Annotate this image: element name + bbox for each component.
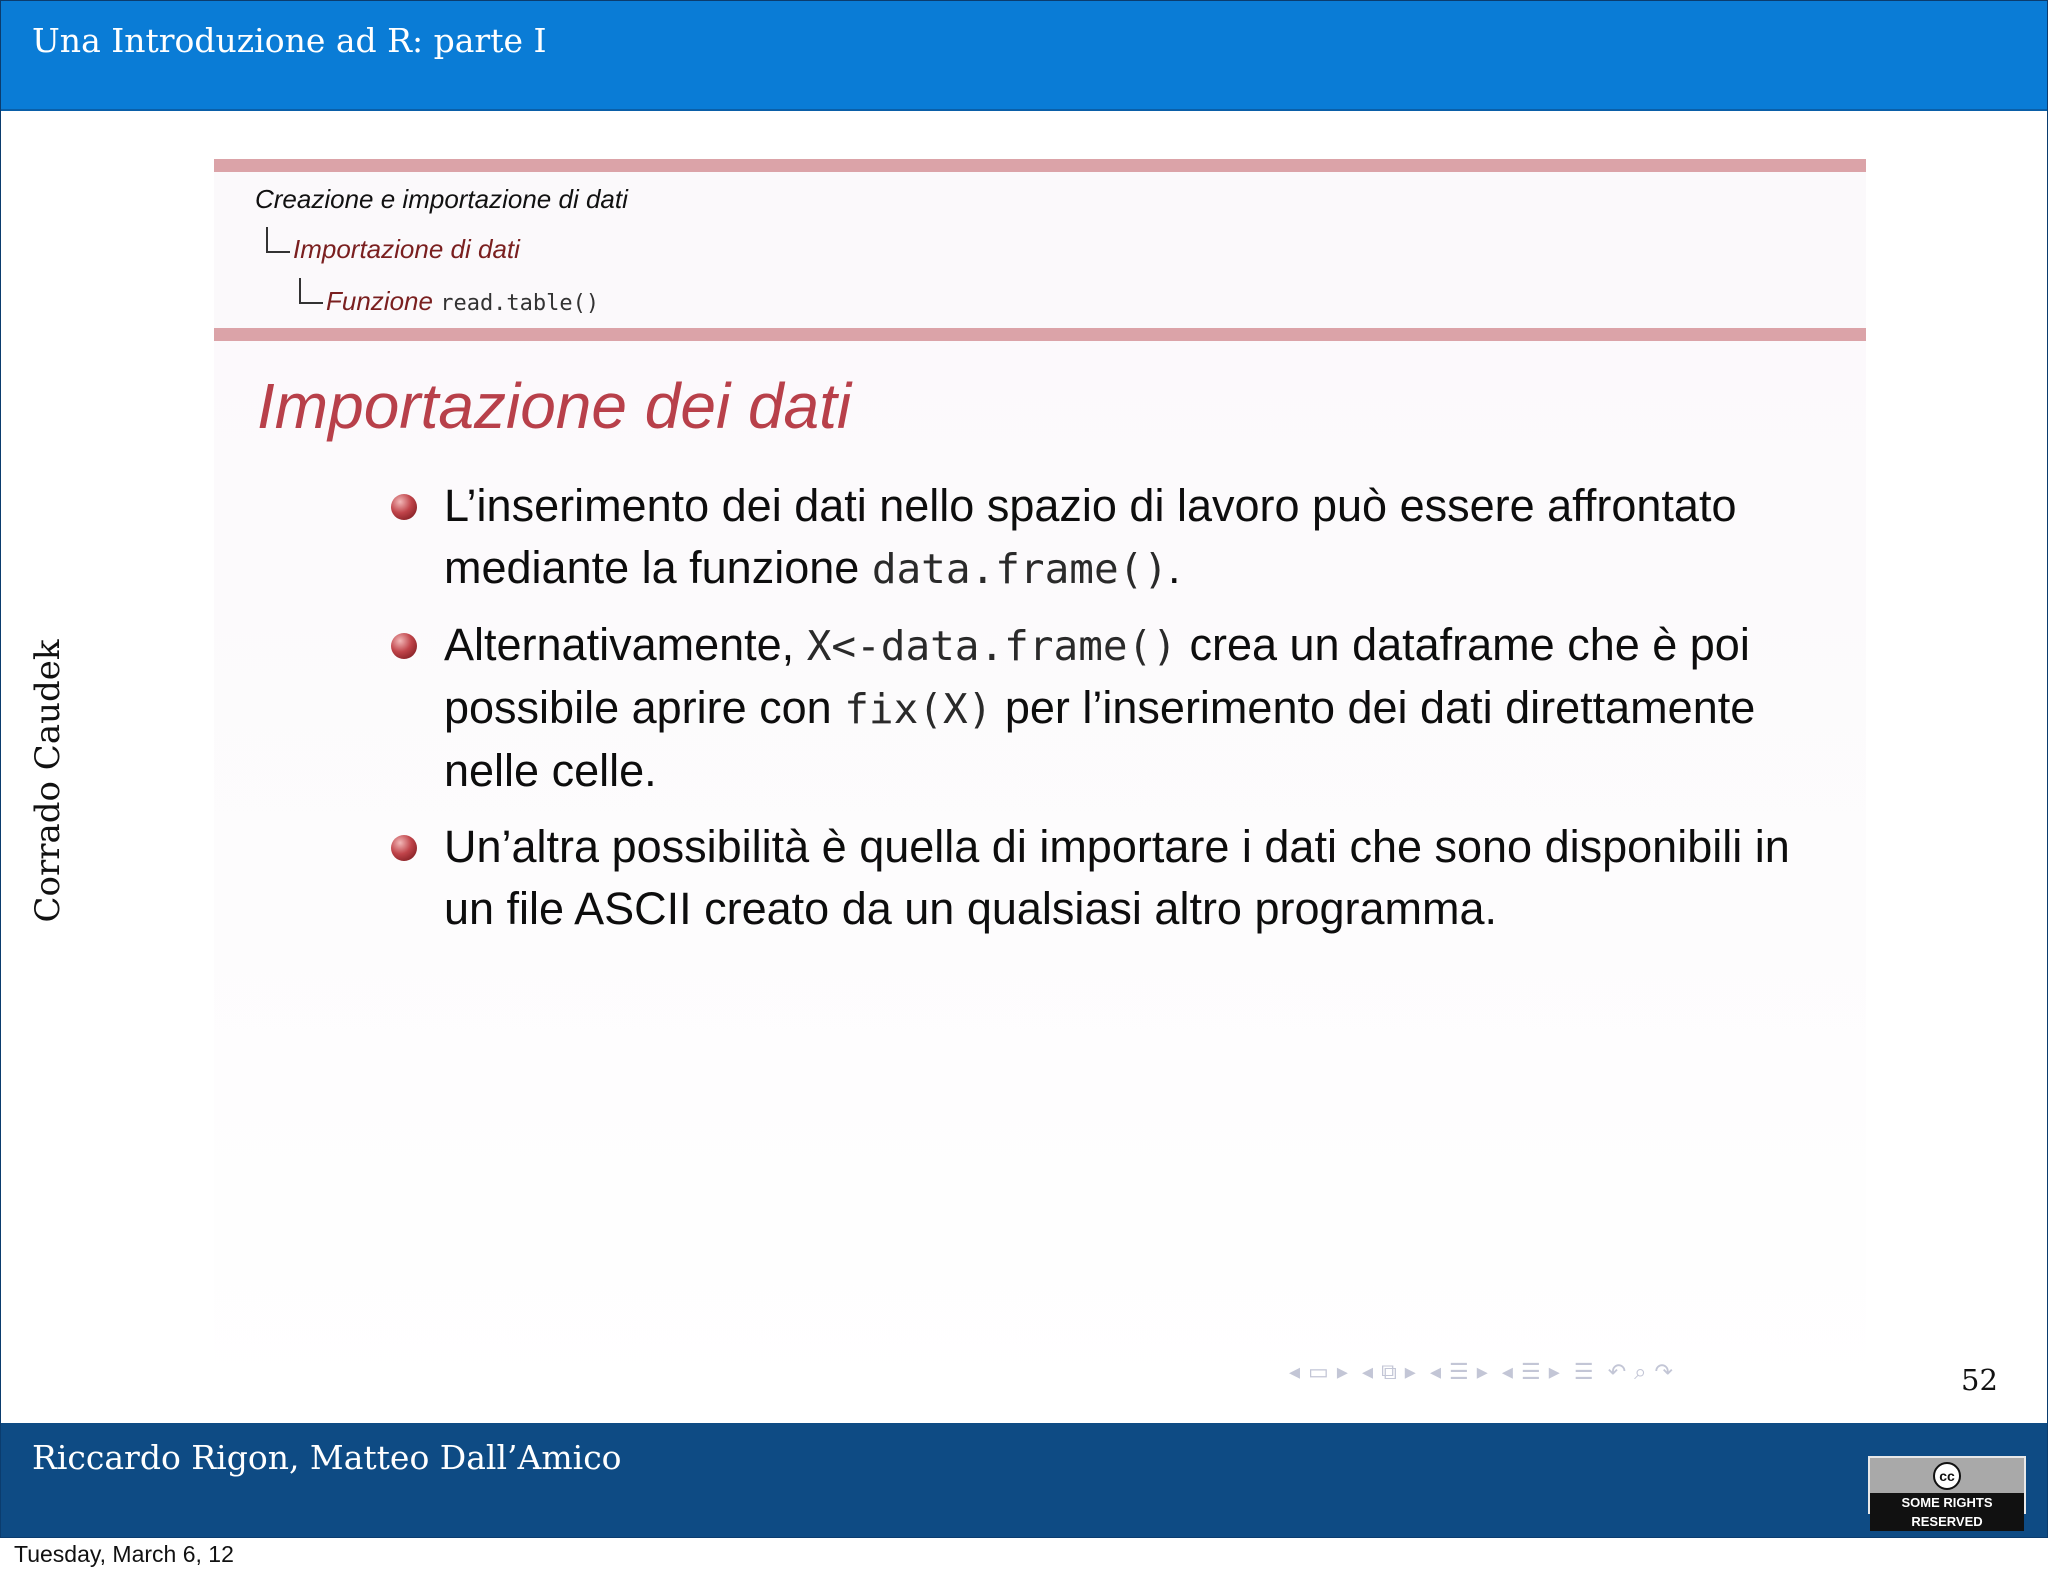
- list-item: [387, 816, 1807, 940]
- breadcrumb-top-rule: [214, 159, 1866, 172]
- list-item: [387, 614, 1807, 802]
- cc-license-badge[interactable]: [1868, 1456, 2026, 1529]
- inline-code: data.frame(): [871, 545, 1169, 593]
- nav-next-section-icon[interactable]: ▸: [1548, 1359, 1560, 1384]
- header-bar: [1, 1, 2047, 111]
- nav-prev-slide-icon[interactable]: ◂: [1289, 1359, 1301, 1384]
- nav-subsection-list-icon[interactable]: ☰: [1449, 1359, 1469, 1384]
- nav-next-slide-icon[interactable]: ▸: [1336, 1359, 1348, 1384]
- bullet-list: [387, 475, 1807, 954]
- nav-toc-icon[interactable]: ☰: [1573, 1359, 1594, 1384]
- inline-code: X<-data.frame(): [806, 622, 1177, 670]
- nav-next-subsection-icon[interactable]: ▸: [1476, 1359, 1488, 1384]
- date-caption: Tuesday, March 6, 12: [14, 1541, 234, 1567]
- bullet-ball-icon: [391, 633, 417, 659]
- presentation-title: Una Introduzione ad R: parte I: [32, 21, 547, 60]
- bullet-text: Un’altra possibilità è quella di importare i dati che sono disponibili in un file ASCII creato da un qualsiasi altro programma.: [444, 821, 1790, 934]
- nav-next-frame-icon[interactable]: ▸: [1404, 1359, 1416, 1384]
- nav-undo-icon[interactable]: ↶: [1607, 1359, 1627, 1384]
- cc-icon: cc: [1933, 1462, 1961, 1490]
- beamer-navigation-bar: [1289, 1359, 1681, 1389]
- breadcrumb-subsubsection-code: read.table(): [440, 291, 600, 316]
- breadcrumb-subsubsection[interactable]: [326, 286, 599, 317]
- nav-slide-box-icon[interactable]: ▭: [1308, 1359, 1329, 1384]
- nav-section-list-icon[interactable]: ☰: [1520, 1359, 1541, 1384]
- breadcrumb-bottom-rule: [214, 328, 1866, 341]
- bullet-ball-icon: [391, 835, 417, 861]
- nav-redo-icon[interactable]: ↷: [1654, 1359, 1673, 1384]
- list-item: [387, 475, 1807, 600]
- nav-prev-frame-icon[interactable]: ◂: [1362, 1359, 1374, 1384]
- bullet-text: L’inserimento dei dati nello spazio di lavoro può essere affrontato mediante la funzione: [444, 480, 1737, 593]
- license-text: SOME RIGHTS RESERVED: [1870, 1493, 2024, 1531]
- footer-authors: Riccardo Rigon, Matteo Dall’Amico: [32, 1438, 622, 1477]
- bullet-text: crea un dataframe che è poi possibile aprire con: [444, 619, 1750, 733]
- nav-prev-subsection-icon[interactable]: ◂: [1429, 1359, 1441, 1384]
- nav-frame-stack-icon[interactable]: ⧉: [1381, 1359, 1397, 1384]
- nav-prev-section-icon[interactable]: ◂: [1501, 1359, 1513, 1384]
- bullet-text: .: [1168, 542, 1181, 593]
- breadcrumb-subsubsection-label: Funzione: [326, 286, 433, 316]
- tree-connector-icon: [266, 227, 290, 253]
- tree-connector-icon: [299, 278, 323, 304]
- footer-bar: [1, 1423, 2047, 1537]
- inline-code: fix(X): [844, 685, 993, 733]
- bullet-text: per l’inserimento dei dati direttamente nelle celle.: [444, 682, 1756, 796]
- breadcrumb-section[interactable]: Creazione e importazione di dati: [255, 184, 628, 214]
- nav-search-icon[interactable]: ⌕: [1634, 1359, 1647, 1384]
- bullet-text: Alternativamente,: [444, 619, 795, 670]
- bullet-ball-icon: [391, 494, 417, 520]
- breadcrumb: [214, 172, 1866, 328]
- page-number: 52: [1961, 1363, 1998, 1397]
- slide-title: Importazione dei dati: [257, 370, 852, 442]
- breadcrumb-subsection[interactable]: Importazione di dati: [293, 234, 520, 264]
- sidebar-author: Corrado Caudek: [28, 639, 68, 923]
